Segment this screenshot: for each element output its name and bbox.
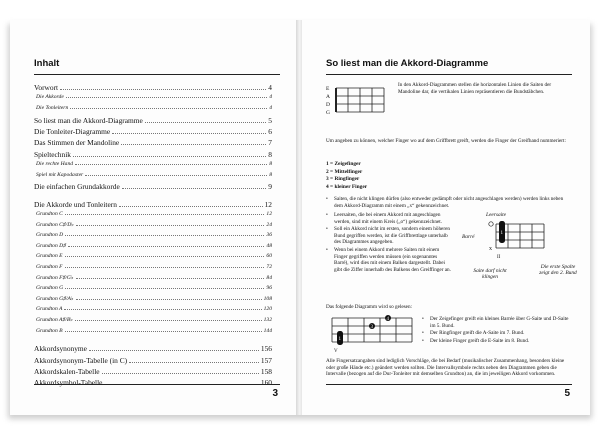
toc-subentry xyxy=(34,94,272,105)
right-page xyxy=(302,20,590,415)
toc-leader xyxy=(64,309,261,310)
barre-finger-number: 1 xyxy=(500,231,503,236)
toc-leader xyxy=(65,256,265,257)
toc-entry-title: Akkordskalen-Tabelle xyxy=(34,367,100,377)
string-name: A xyxy=(326,94,330,100)
toc-subentry xyxy=(34,105,272,116)
toc-leader xyxy=(75,164,267,165)
string-name: D xyxy=(326,102,330,108)
toc-leader xyxy=(76,278,265,279)
closing-paragraph: Alle Fingersatzangaben sind lediglich Vorschläge, die bei Bedarf (musikalischer Zusammenhang, besonders kleine oder große Hände etc.) geändert werden sollten. Die Intervallsymbole rechts neben den Diagrammen geben die Intervalle (bezogen auf die Dur-Tonleiter mit demselben Grundton) an, die im jeweiligen Akkord vorkommen. xyxy=(326,358,565,378)
toc-entry-page: 24 xyxy=(266,221,272,228)
muted-string-marker: x xyxy=(489,246,492,252)
toc-entry xyxy=(34,367,272,378)
toc-entry-title: Grundton D♯ xyxy=(36,242,66,249)
toc-entry-title: Grundton C♯/D♭ xyxy=(36,221,74,228)
toc-leader xyxy=(76,225,264,226)
bullet-text: Leersaiten, die bei einem Akkord mit angeschlagen werden, sind mit einem Kreis („o“) gekennzeichnet. xyxy=(334,212,443,225)
bullet-text: Saiten, die nicht klingen dürfen (also entweder gedämpft oder nicht angeschlagen werden) werden links neben dem Akkord-Diagramm mit einem „x“ gekennzeichnet. xyxy=(334,196,564,209)
finger-number: 1 xyxy=(338,337,341,342)
toc-entry-title: Das Stimmen der Mandoline xyxy=(34,138,120,148)
toc-entry-page: 120 xyxy=(263,306,272,313)
toc-entry-title: Die Tonleitern xyxy=(36,104,69,111)
page-number: 5 xyxy=(564,388,570,399)
toc-entry-title: Die rechte Hand xyxy=(36,161,74,168)
toc-entry-title: Grundton G xyxy=(36,285,64,292)
toc-entry-page: 8 xyxy=(269,171,272,178)
toc-subentry xyxy=(34,275,272,286)
toc-entry-title: Grundton A♯/B♭ xyxy=(36,317,73,324)
toc-entry xyxy=(34,356,272,367)
toc-leader xyxy=(65,267,265,268)
finger-number: 3 xyxy=(370,325,373,330)
bullet-list: • Leersaiten, die bei einem Akkord mit angeschlagen werden, sind mit einem Kreis („o“) gekennzeichnet. • Soll ein Akkord nicht im ersten, sondern einem höheren Bund gegriffen werden, ist die Griffbrettlage unterhalb des Diagrammes angegeben. • Wenn bei einem Akkord mehrere Saiten mit einem Finger gegriffen werden müssen (ein sogenanntes Barré), wird dies mit einem Balken dargestellt. Dabei gibt die Ziffer innerhalb des Balkens den Greiffinger an. xyxy=(326,212,451,273)
toc-entry-title: Akkordsymbol-Tabelle xyxy=(34,378,103,388)
toc-entry xyxy=(34,116,272,127)
toc-subentry xyxy=(34,306,272,317)
label-saite: Saite darf nicht klingen xyxy=(473,268,507,281)
toc-leader xyxy=(85,175,267,176)
book-spread xyxy=(10,20,590,415)
toc-leader xyxy=(129,362,259,363)
toc-entry-title: Spieltechnik xyxy=(34,149,71,159)
toc-entry-page: 72 xyxy=(266,264,272,271)
toc-entry-page: 144 xyxy=(263,327,272,334)
toc-entry xyxy=(34,344,272,355)
finger-item: 2 = Mittelfinger xyxy=(326,168,363,175)
string-name: G xyxy=(326,110,330,116)
toc-entry-page: 48 xyxy=(266,242,272,249)
toc-leader xyxy=(68,246,264,247)
label-spalte: Die erste Spalte zeigt den 2. Bund xyxy=(539,264,577,277)
toc-leader xyxy=(89,350,259,351)
bullet-text: Der Ringfinger greift die A-Saite im 7. Bund. xyxy=(430,330,525,337)
toc-leader xyxy=(121,144,266,145)
toc-entry-title: Grundton D xyxy=(36,232,64,239)
bullet-first: • Saiten, die nicht klingen dürfen (also entweder gedämpft oder nicht angeschlagen werden) werden links neben dem Akkord-Diagramm mit einem „x“ gekennzeichnet. xyxy=(326,196,566,210)
toc-entry-page: 160 xyxy=(260,378,272,388)
toc-entry-title: Grundton B xyxy=(36,327,63,334)
bullet-text: Wenn bei einem Akkord mehrere Saiten mit einem Finger gegriffen werden müssen (ein sogenanntes Barré), wird dies mit einem Balken dargestellt. Dabei gibt die Ziffer innerhalb des Balkens den Greiffinger an. xyxy=(334,246,451,273)
example-bullets: • Der Zeigefinger greift ein kleines Barrée über G-Saite und D-Saite im 5. Bund. • Der Ringfinger greift die A-Saite im 7. Bund. • Der kleine Finger greift die E-Saite im 8. Bund. xyxy=(422,316,572,345)
string-diagram xyxy=(324,82,386,122)
toc-leader xyxy=(66,97,267,98)
toc-entry-title: Akkordsynonym-Tabelle (in C) xyxy=(34,355,128,365)
toc-entry-page: 132 xyxy=(263,317,272,324)
toc-leader xyxy=(70,108,267,109)
toc-entry-title: Grundton F♯/G♭ xyxy=(36,274,74,281)
toc-subentry xyxy=(34,161,272,172)
toc-leader xyxy=(102,373,259,374)
toc-entry-page: 6 xyxy=(268,126,272,136)
toc-entry-title: Grundton F xyxy=(36,264,63,271)
toc-subentry xyxy=(34,317,272,328)
finger-number: 4 xyxy=(386,317,389,322)
toc-entry-title: Die Tonleiter-Diagramme xyxy=(34,126,111,136)
example-intro: Das folgende Diagramm wird so gelesen: xyxy=(326,304,413,310)
toc-leader xyxy=(145,122,267,123)
toc-entry-page: 157 xyxy=(260,355,272,365)
toc-subentry xyxy=(34,328,272,339)
finger-item: 1 = Zeigefinger xyxy=(326,161,361,167)
toc-entry xyxy=(34,127,272,138)
toc-entry-title: Grundton E xyxy=(36,253,63,260)
fret-position: V xyxy=(334,349,338,354)
toc-subentry xyxy=(34,253,272,264)
toc-entry-page: 36 xyxy=(266,232,272,239)
toc-entry-title: Grundton A xyxy=(36,306,63,313)
toc-entry xyxy=(34,150,272,161)
toc-leader xyxy=(60,89,266,90)
toc-entry-title: Vorwort xyxy=(34,83,59,92)
toc-entry-page: 84 xyxy=(266,274,272,281)
toc-entry-page: 5 xyxy=(268,115,272,125)
reading-example-diagram xyxy=(324,312,416,358)
toc-entry-title: Die Akkorde und Tonleitern xyxy=(34,199,117,209)
example-chord-diagram xyxy=(480,218,560,268)
page-title: Inhalt xyxy=(34,58,60,69)
title-rule xyxy=(34,74,280,75)
toc-leader xyxy=(75,320,262,321)
finger-list xyxy=(326,161,367,191)
left-page xyxy=(10,20,299,415)
bullet-text: Der kleine Finger greift die E-Saite im 8. Bund. xyxy=(430,337,530,344)
toc-entry-page: 9 xyxy=(268,182,272,192)
toc-entry-title: Grundton G♯/A♭ xyxy=(36,295,74,302)
toc-entry-page: 4 xyxy=(268,83,272,92)
toc-subentry xyxy=(34,264,272,275)
toc-leader xyxy=(112,133,266,134)
toc-entry-page: 156 xyxy=(260,344,272,354)
toc-entry-page: 158 xyxy=(260,367,272,377)
open-string-marker xyxy=(489,222,493,226)
toc-entry-page: 4 xyxy=(269,94,272,101)
toc-entry-page: 8 xyxy=(269,161,272,168)
toc-entry-page: 12 xyxy=(266,211,272,218)
toc-leader xyxy=(65,288,264,289)
toc-entry-title: So liest man die Akkord-Diagramme xyxy=(34,115,143,125)
page-number: 3 xyxy=(272,388,278,399)
toc-entry-title: Die Akkorde xyxy=(36,94,64,101)
toc-entry-page: 7 xyxy=(268,138,272,148)
toc-leader xyxy=(119,206,263,207)
toc-entry-title: Grundton C xyxy=(36,211,63,218)
toc-leader xyxy=(65,235,264,236)
finger-item: 4 = kleiner Finger xyxy=(326,183,368,190)
toc-entry-title: Die einfachen Grundakkorde xyxy=(34,182,120,192)
page-title: So liest man die Akkord-Diagramme xyxy=(326,58,489,69)
toc-entry-page: 8 xyxy=(268,149,272,159)
toc-leader xyxy=(65,331,262,332)
toc-leader xyxy=(73,156,266,157)
label-barre: Barré xyxy=(462,234,475,240)
toc-entry xyxy=(34,200,272,211)
toc-leader xyxy=(65,214,265,215)
toc-entry-page: 96 xyxy=(266,285,272,292)
bullet-text: Soll ein Akkord nicht im ersten, sondern einem höheren Bund gegriffen werden, ist die Griffbrettlage unterhalb des Diagrammes angegeben. xyxy=(334,226,450,246)
toc-entry-title: Akkordsynonyme xyxy=(34,344,87,354)
toc-entry-title: Spiel mit Kapodaster xyxy=(36,171,84,178)
toc-subentry xyxy=(34,211,272,222)
title-rule xyxy=(326,74,572,75)
toc-entry xyxy=(34,138,272,149)
label-leersaite: Leersaite xyxy=(486,212,507,218)
toc-leader xyxy=(122,188,267,189)
finger-paragraph: Um angeben zu können, welcher Finger wo auf dem Griffbrett greift, werden die Finger der Greifhand nummeriert: xyxy=(326,138,566,144)
toc-subentry xyxy=(34,285,272,296)
fret-position: II xyxy=(497,255,501,260)
toc-subentry xyxy=(34,222,272,233)
toc-entry-page: 108 xyxy=(263,295,272,302)
table-of-contents xyxy=(34,83,272,390)
footer-rule xyxy=(326,384,572,385)
toc-entry xyxy=(34,182,272,193)
toc-entry-page: 60 xyxy=(266,253,272,260)
bullet-text: Der Zeigefinger greift ein kleines Barrée über G-Saite und D-Saite im 5. Bund. xyxy=(430,316,569,329)
toc-leader xyxy=(76,299,262,300)
toc-entry-page: 4 xyxy=(269,104,272,111)
intro-text: In den Akkord-Diagrammen stellen die horizontalen Linien die Saiten der Mandoline dar, die vertikalen Linien repräsentieren die Bundstäbchen. xyxy=(398,82,552,95)
toc-entry xyxy=(34,83,272,94)
toc-subentry xyxy=(34,243,272,254)
toc-subentry xyxy=(34,296,272,307)
toc-subentry xyxy=(34,172,272,183)
footer-rule xyxy=(34,384,280,385)
toc-subentry xyxy=(34,232,272,243)
finger-item: 3 = Ringfinger xyxy=(326,176,360,183)
string-name: E xyxy=(326,86,330,92)
toc-entry-page: 12 xyxy=(264,199,272,209)
